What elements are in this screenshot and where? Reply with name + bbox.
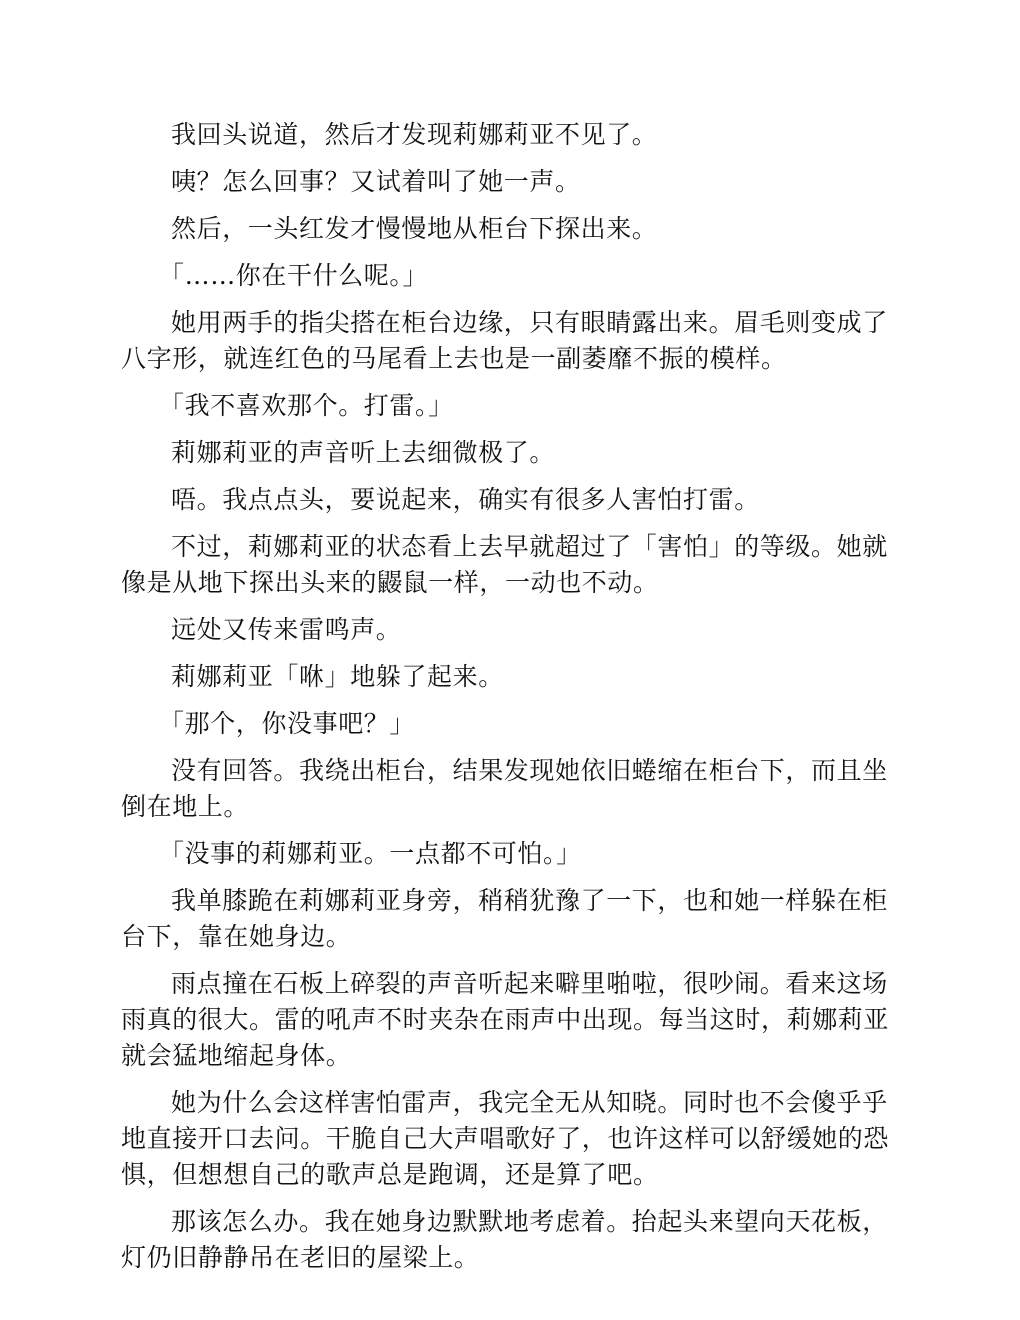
dialogue-line: 「没事的莉娜莉亚。一点都不可怕。」 — [159, 839, 582, 868]
paragraph: 我单膝跪在莉娜莉亚身旁，稍稍犹豫了一下，也和她一样躲在柜台下，靠在她身边。 — [121, 886, 888, 951]
paragraph: 她为什么会这样害怕雷声，我完全无从知晓。同时也不会傻乎乎地直接开口去问。干脆自己大声唱歌好了，也许这样可以舒缓她的恐惧，但想想自己的歌声总是跑调，还是算了吧。 — [121, 1088, 890, 1189]
paragraph: 唔。我点点头，要说起来，确实有很多人害怕打雷。 — [171, 485, 760, 514]
dialogue-line: 「我不喜欢那个。打雷。」 — [159, 391, 454, 420]
document-page — [121, 117, 899, 1287]
paragraph: 远处又传来雷鸣声。 — [171, 615, 402, 644]
paragraph: 那该怎么办。我在她身边默默地考虑着。抬起头来望向天花板，灯仍旧静静吊在老旧的屋梁上。 — [121, 1207, 888, 1272]
dialogue-line: 「那个，你没事吧？」 — [159, 709, 416, 738]
paragraph: 不过，莉娜莉亚的状态看上去早就超过了「害怕」的等级。她就像是从地下探出头来的鼹鼠一样，一动也不动。 — [121, 532, 888, 597]
paragraph: 莉娜莉亚的声音听上去细微极了。 — [171, 438, 556, 467]
paragraph: 雨点撞在石板上碎裂的声音听起来噼里啪啦，很吵闹。看来这场雨真的很大。雷的吼声不时夹杂在雨声中出现。每当这时，莉娜莉亚就会猛地缩起身体。 — [121, 969, 890, 1070]
paragraph: 然后，一头红发才慢慢地从柜台下探出来。 — [171, 214, 658, 243]
paragraph: 她用两手的指尖搭在柜台边缘，只有眼睛露出来。眉毛则变成了八字形，就连红色的马尾看上去也是一副萎靡不振的模样。 — [121, 308, 888, 373]
paragraph: 我回头说道，然后才发现莉娜莉亚不见了。 — [171, 120, 658, 149]
dialogue-line: 「……你在干什么呢。」 — [159, 261, 429, 290]
paragraph: 咦？怎么回事？又试着叫了她一声。 — [171, 167, 581, 196]
paragraph: 没有回答。我绕出柜台，结果发现她依旧蜷缩在柜台下，而且坐倒在地上。 — [121, 756, 888, 821]
paragraph: 莉娜莉亚「咻」地躲了起来。 — [171, 662, 504, 691]
